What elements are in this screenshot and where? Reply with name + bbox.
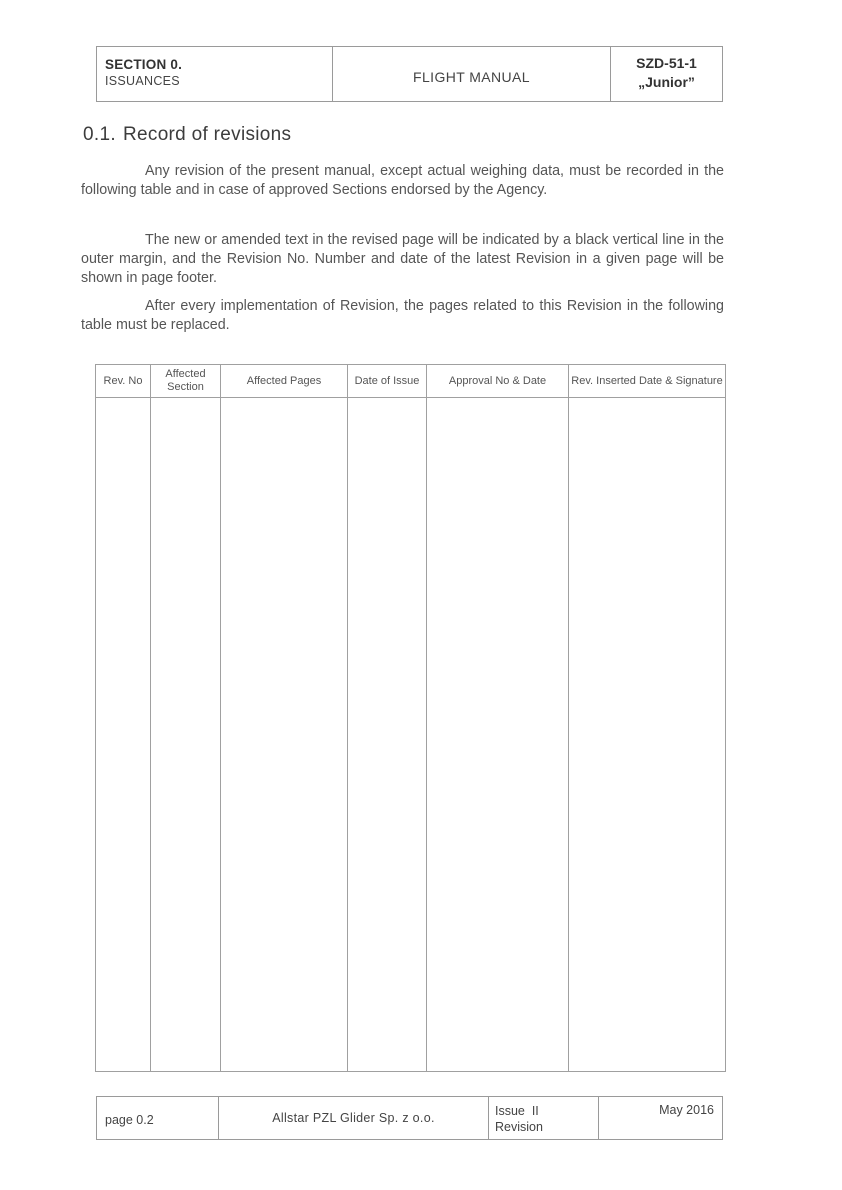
table-cell xyxy=(427,398,569,1072)
section-heading xyxy=(83,124,291,146)
model-code: SZD-51-1 xyxy=(636,55,697,71)
section-title: SECTION 0. xyxy=(105,57,183,72)
table-row xyxy=(96,398,726,1072)
model-name: „Junior” xyxy=(638,74,695,90)
heading-title: Record of revisions xyxy=(123,124,292,145)
col-header-rev-inserted: Rev. Inserted Date & Signature xyxy=(569,365,726,398)
col-header-approval: Approval No & Date xyxy=(427,365,569,398)
header-section-cell xyxy=(97,47,333,101)
table-cell xyxy=(151,398,221,1072)
col-header-affected-pages: Affected Pages xyxy=(221,365,348,398)
footer-issue: Issue II xyxy=(495,1104,539,1118)
paragraph-revision-recording: Any revision of the present manual, except actual weighing data, must be recorded in the following table and in case of approved Sections endorsed by the Agency. xyxy=(81,163,724,198)
page-header xyxy=(96,46,723,102)
table-cell xyxy=(96,398,151,1072)
header-model-cell xyxy=(611,47,722,101)
revisions-table xyxy=(95,364,726,1072)
paragraph-page-replacement: After every implementation of Revision, the pages related to this Revision in the following table must be replaced. xyxy=(81,298,724,333)
page-footer xyxy=(96,1096,723,1140)
footer-company: Allstar PZL Glider Sp. z o.o. xyxy=(219,1097,489,1139)
table-cell xyxy=(348,398,427,1072)
header-manual-cell xyxy=(333,47,611,101)
section-subtitle: ISSUANCES xyxy=(105,74,180,88)
footer-date: May 2016 xyxy=(659,1103,714,1117)
table-header-row xyxy=(96,365,726,398)
col-header-affected-section: Affected Section xyxy=(151,365,221,398)
heading-number: 0.1. xyxy=(83,124,116,145)
footer-issue-cell xyxy=(489,1097,599,1139)
footer-page-number: page 0.2 xyxy=(97,1097,219,1139)
manual-title: FLIGHT MANUAL xyxy=(413,69,530,85)
table-cell xyxy=(569,398,726,1072)
table-cell xyxy=(221,398,348,1072)
footer-revision: Revision xyxy=(495,1120,543,1134)
col-header-date-of-issue: Date of Issue xyxy=(348,365,427,398)
col-header-rev-no: Rev. No xyxy=(96,365,151,398)
paragraph-revision-marking: The new or amended text in the revised page will be indicated by a black vertical line in the outer margin, and the Revision No. Number and date of the latest Revision in a given page will be shown in page footer. xyxy=(81,232,724,286)
